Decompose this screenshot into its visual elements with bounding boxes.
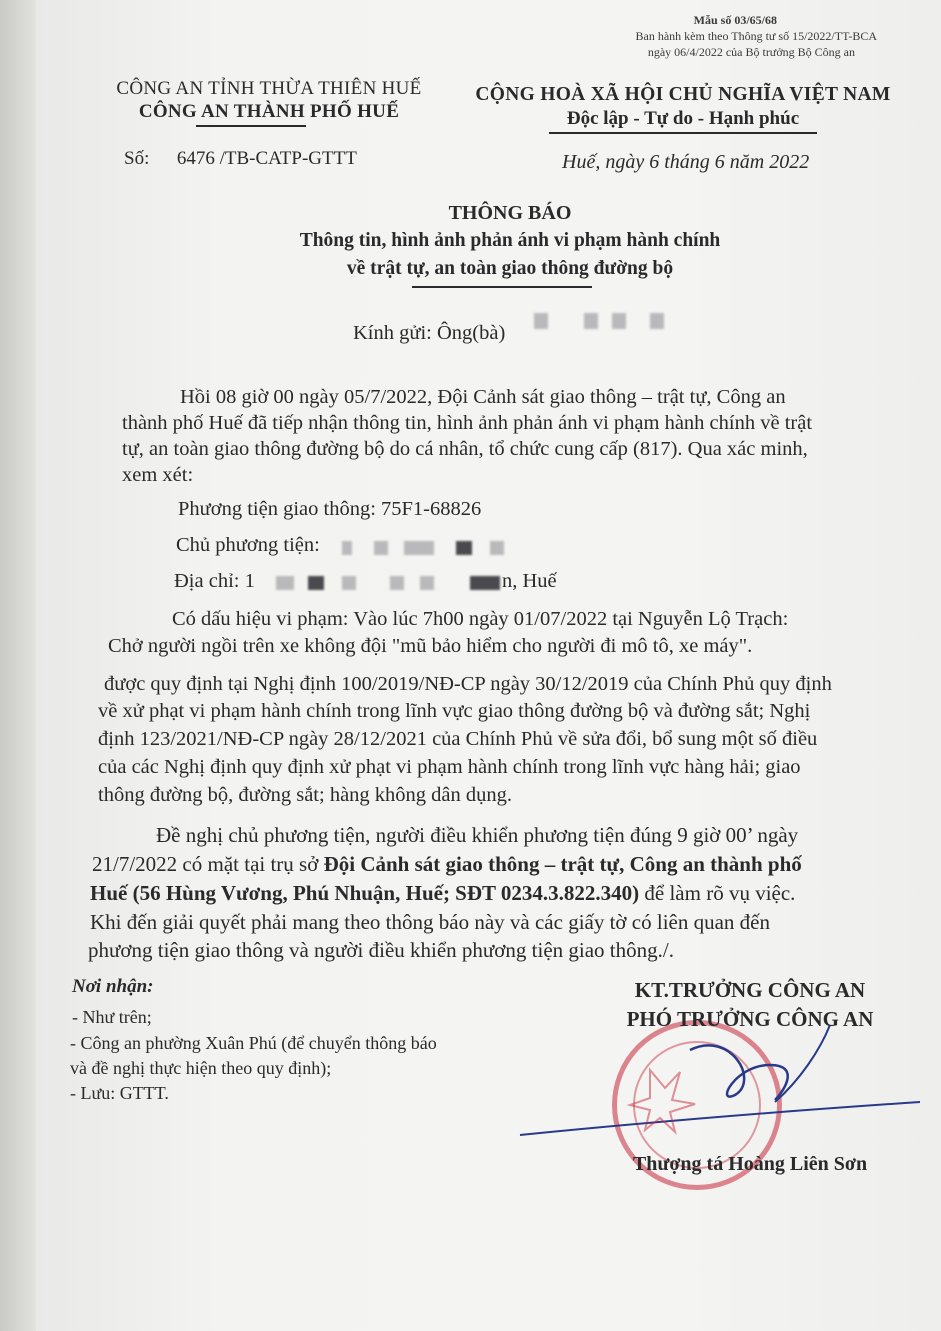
title-underline [412, 286, 592, 288]
request-line3 [90, 880, 795, 907]
document-number-value: 6476 /TB-CATP-GTTT [176, 148, 357, 169]
para1-line1: Hồi 08 giờ 00 ngày 05/7/2022, Đội Cảnh sát giao thông – trật tự, Công an [180, 386, 786, 408]
violation-line1: Có dấu hiệu vi phạm: Vào lúc 7h00 ngày 01/07/2022 tại Nguyễn Lộ Trạch: [172, 608, 789, 630]
request-line4: Khi đến giải quyết phải mang theo thông báo này và các giấy tờ có liên quan đến [90, 910, 770, 934]
redaction [342, 541, 352, 555]
country-name: CỘNG HOÀ XÃ HỘI CHỦ NGHĨA VIỆT NAM [475, 84, 891, 105]
recipient-item: - Như trên; [72, 1007, 152, 1027]
legal-line5: thông đường bộ, đường sắt; hàng không dân dụng. [98, 784, 513, 806]
notice-subtitle-2: về trật tự, an toàn giao thông đường bộ [346, 258, 674, 279]
redaction [650, 313, 664, 329]
recipients-heading: Nơi nhận: [72, 976, 154, 997]
redaction [404, 541, 434, 555]
document-number-label: Số: [124, 148, 150, 169]
motto-underline [549, 132, 817, 134]
signature-title-2: PHÓ TRƯỞNG CÔNG AN [626, 1007, 874, 1031]
recipient-item: - Công an phường Xuân Phú (để chuyển thông báo [70, 1033, 437, 1053]
request-office: Đội Cảnh sát giao thông – trật tự, Công an thành phố [323, 852, 802, 876]
document-number [124, 148, 357, 170]
redaction [470, 576, 500, 590]
request-line5: phương tiện giao thông và người điều khiển phương tiện giao thông./. [88, 938, 674, 962]
address-tail: n, Huế [502, 570, 557, 592]
legal-line3: định 123/2021/NĐ-CP ngày 28/12/2021 của Chính Phủ về sửa đổi, bổ sung một số điều [98, 728, 818, 750]
redaction [490, 541, 504, 555]
redaction [308, 576, 324, 590]
agency-parent: CÔNG AN TỈNH THỪA THIÊN HUẾ [116, 78, 422, 99]
redaction [612, 313, 626, 329]
redaction [276, 576, 294, 590]
form-reference [636, 12, 878, 60]
para1-line4: xem xét: [122, 464, 194, 486]
address-label: Địa chỉ: 1 [174, 570, 255, 592]
para1-line2: thành phố Huế đã tiếp nhận thông tin, hình ảnh phản ánh vi phạm hành chính về trật [122, 412, 813, 434]
page-edge-shadow [0, 0, 40, 1331]
agency-unit: CÔNG AN THÀNH PHỐ HUẾ [138, 101, 400, 122]
vehicle-plate: Phương tiện giao thông: 75F1-68826 [178, 498, 482, 520]
redaction [374, 541, 388, 555]
signature-title-1: KT.TRƯỞNG CÔNG AN [634, 978, 866, 1002]
place-date: Huế, ngày 6 tháng 6 năm 2022 [562, 151, 810, 173]
para1-line3: tự, an toàn giao thông đường bộ do cá nhân, tổ chức cung cấp (817). Qua xác minh, [122, 438, 808, 460]
request-line3-text: để làm rõ vụ việc. [639, 881, 796, 905]
greeting: Kính gửi: Ông(bà) [353, 322, 506, 344]
legal-line1: được quy định tại Nghị định 100/2019/NĐ-CP ngày 30/12/2019 của Chính Phủ quy định [104, 673, 832, 695]
agency-underline [196, 125, 306, 127]
request-address: Huế (56 Hùng Vương, Phú Nhuận, Huế; SĐT 0234.3.822.340) [90, 881, 640, 905]
legal-line4: của các Nghị định quy định xử phạt vi phạm hành chính trong lĩnh vực hàng hải; giao [98, 756, 801, 778]
form-number: Mẫu số 03/65/68 [693, 13, 777, 27]
redaction [390, 576, 404, 590]
redaction [584, 313, 598, 329]
request-line2 [92, 851, 802, 878]
notice-subtitle-1: Thông tin, hình ảnh phản ánh vi phạm hành chính [299, 230, 721, 251]
redaction [456, 541, 472, 555]
national-motto: Độc lập - Tự do - Hạnh phúc [566, 108, 800, 129]
request-line2-text: 21/7/2022 có mặt tại trụ sở [92, 852, 324, 876]
redaction [534, 313, 548, 329]
owner-label: Chủ phương tiện: [176, 534, 320, 556]
violation-line2: Chở người ngồi trên xe không đội "mũ bảo hiểm cho người đi mô tô, xe máy". [108, 635, 753, 657]
form-regulation: Ban hành kèm theo Thông tư số 15/2022/TT-BCA [635, 29, 877, 43]
legal-line2: về xử phạt vi phạm hành chính trong lĩnh vực giao thông đường bộ và đường sắt; Nghị [98, 700, 811, 722]
notice-title: THÔNG BÁO [448, 202, 572, 224]
request-line1: Đề nghị chủ phương tiện, người điều khiển phương tiện đúng 9 giờ 00’ ngày [156, 823, 799, 847]
recipient-item: và đề nghị thực hiện theo quy định); [70, 1058, 332, 1078]
redaction [420, 576, 434, 590]
signer-name: Thượng tá Hoàng Liên Sơn [632, 1153, 868, 1175]
form-date: ngày 06/4/2022 của Bộ trưởng Bộ Công an [647, 45, 855, 59]
redaction [342, 576, 356, 590]
recipient-item: - Lưu: GTTT. [70, 1083, 169, 1103]
